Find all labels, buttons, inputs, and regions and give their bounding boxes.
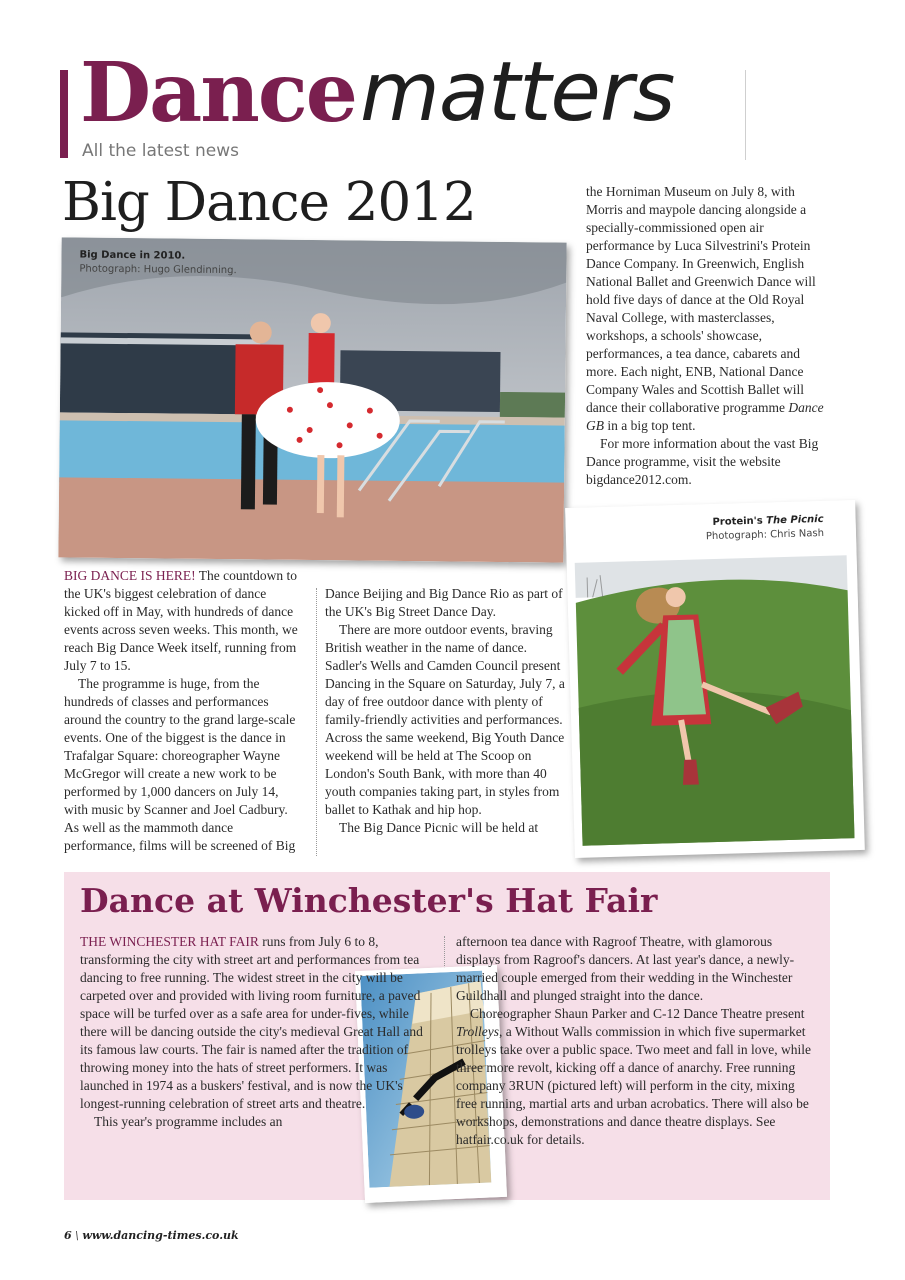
picnic-caption: [705, 513, 824, 544]
article-paragraph: THE WINCHESTER HAT FAIR runs from July 6 to 8, transforming the city with street art and performances from tea dancing to free running. The widest street in the city will be carpeted over and provided with living room furniture, a paved space will be turfed over as a safe area for under-fives, while there will be dancing outside the city's medieval Great Hall and its famous law courts. The fair is named after the tradition of throwing money into the hats of street performers. It was launched in 1974 as a buskers' festival, and is now the UK's longest-running celebration of street arts and theatre.: [80, 934, 423, 1111]
swing-dancers-image: [58, 237, 566, 562]
article-paragraph: The Big Dance Picnic will be held at: [339, 820, 539, 835]
article-paragraph: the Horniman Museum on July 8, with Morris and maypole dancing alongside a specially-commissioned open air performance by Luca Silvestrini's Protein Dance Company. In Greenwich, English National Ballet and Greenwich Dance will hold five days of dance at the Old Royal Naval College, with masterclasses, workshops, a schools' showcase, performances, a tea dance, cabarets and more. Each night, ENB, National Dance Company Wales and Scottish Ballet will dance their collaborative programme Dance GB in a big top tent.: [586, 184, 824, 433]
article-paragraph: The programme is huge, from the hundreds of classes and performances around the country to the grand large-scale events. One of the biggest is the dance in Trafalgar Square: choreographer Wayne McGregor will create a new work to be performed by 1,000 dancers on July 14, with music by Scanner and Joel Cadbury. As well as the mammoth dance performance, films will be screened of Big: [64, 676, 296, 853]
hat-fair-column-2: [456, 933, 818, 1149]
page-number: 6: [64, 1229, 72, 1242]
page-title: Big Dance 2012: [62, 172, 476, 233]
picnic-dancer-image: [565, 500, 865, 858]
hat-fair-column-1: [80, 933, 425, 1131]
article-paragraph: Choreographer Shaun Parker and C-12 Dance Theatre present Trolleys, a Without Walls commission in which five supermarket trolleys take over a public space. Two meet and fall in love, while three more revolt, kicking off a dance of anarchy. Free running company 3RUN (pictured left) will perform in the city, mixing free running, martial arts and urban acrobatics. There will also be workshops, demonstrations and dance theatre displays. See hatfair.co.uk for details.: [456, 1006, 811, 1147]
caption-credit: Photograph: Chris Nash: [705, 527, 825, 543]
page-footer: [64, 1229, 239, 1242]
article-paragraph: afternoon tea dance with Ragroof Theatre, with glamorous displays from Ragroof's dancers. At last year's dance, a newly-married couple emerged from their wedding in the Winchester Guildhall and plunged straight into the dance.: [456, 934, 795, 1003]
lead-caps: BIG DANCE IS HERE!: [64, 568, 196, 583]
hat-fair-title: Dance at Winchester's Hat Fair: [80, 881, 658, 920]
caption-title: The Picnic: [766, 513, 824, 527]
article-column-2: [325, 585, 570, 837]
big-dance-caption: [79, 249, 237, 279]
big-dance-photo: [58, 237, 566, 562]
article-paragraph: This year's programme includes an: [94, 1114, 283, 1129]
column-rule: [316, 588, 317, 856]
caption-prefix: Protein's: [712, 515, 767, 529]
footer-url: www.dancing-times.co.uk: [82, 1229, 239, 1242]
article-paragraph: There are more outdoor events, braving British weather in the name of dance. Sadler's Wells and Camden Council present Dancing in the Square on Saturday, July 7, a day of free outdoor dance with plenty of family-friendly activities and performances. Across the same weekend, Big Youth Dance weekend will be held at The Scoop on London's South Bank, with more than 40 youth companies taking part, in styles from ballet to Kathak and hip hop.: [325, 622, 565, 817]
article-paragraph: BIG DANCE IS HERE! The countdown to the UK's biggest celebration of dance kicked off in May, with hundreds of dance events across seven weeks. This month, we reach Big Dance Week itself, running from July 7 to 15.: [64, 568, 298, 673]
lead-caps: THE WINCHESTER HAT FAIR: [80, 934, 259, 949]
masthead-divider: [745, 70, 746, 160]
article-column-3: [586, 183, 834, 489]
article-paragraph: Dance Beijing and Big Dance Rio as part of the UK's Big Street Dance Day.: [325, 586, 563, 619]
masthead-matters: matters: [360, 45, 675, 140]
picnic-photo: [565, 500, 865, 858]
article-column-1: [64, 567, 302, 855]
masthead-bar: [60, 70, 68, 158]
footer-separator: \: [71, 1229, 83, 1242]
caption-title: Big Dance in 2010.: [79, 249, 186, 262]
masthead-subtitle: All the latest news: [82, 141, 239, 161]
caption-credit: Photograph: Hugo Glendinning.: [79, 263, 237, 277]
masthead-dance: Dance: [80, 45, 356, 141]
article-paragraph: For more information about the vast Big Dance programme, visit the website bigdance2012.com.: [586, 436, 819, 487]
